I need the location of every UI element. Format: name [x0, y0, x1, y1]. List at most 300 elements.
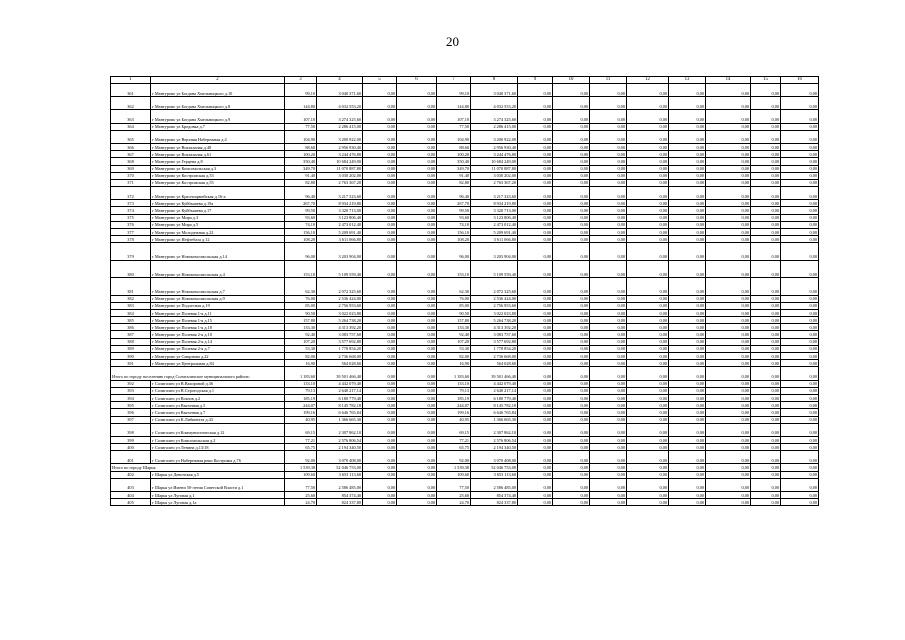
value-cell: 0,00 [627, 295, 669, 302]
value-cell: 0,00 [669, 499, 706, 506]
value-cell: 133,30 [285, 324, 317, 331]
value-cell: 0,00 [781, 444, 819, 451]
table-row [111, 165, 819, 172]
value-cell: 0,00 [781, 353, 819, 360]
address-cell: г Мантурово ул Костромская д.55 [151, 179, 285, 186]
value-cell: 0,00 [781, 110, 819, 123]
value-cell: 0,00 [363, 97, 397, 110]
value-cell: 16,90 [437, 360, 471, 367]
value-cell: 0,00 [363, 207, 397, 214]
table-row [111, 338, 819, 345]
value-cell: 0,00 [518, 187, 553, 200]
value-cell: 0,00 [781, 165, 819, 172]
table-row [111, 416, 819, 423]
value-cell: 92,00 [437, 451, 471, 464]
value-cell: 0,00 [518, 130, 553, 143]
value-cell: 0,00 [751, 331, 781, 338]
value-cell: 2 473 012,40 [317, 221, 363, 228]
value-cell: 0,00 [751, 309, 781, 316]
table-row [111, 471, 819, 478]
value-cell: 0,00 [553, 229, 590, 236]
value-cell: 0,00 [751, 200, 781, 207]
value-cell: 0,00 [706, 478, 751, 491]
value-cell: 0,00 [706, 409, 751, 416]
address-cell: г Мантурово ул Новокомсомольская д.14 [151, 243, 285, 260]
value-cell: 0,00 [751, 278, 781, 295]
value-cell: 0,00 [363, 423, 397, 436]
table-row [111, 143, 819, 150]
value-cell: 133,30 [437, 324, 471, 331]
value-cell: 854 374,40 [317, 492, 363, 499]
value-cell: 5 209 691,40 [317, 229, 363, 236]
value-cell: 0,00 [751, 260, 781, 277]
value-cell: 0,00 [706, 338, 751, 345]
address-cell: г Мантурово ул Вокзальная д.48 [151, 143, 285, 150]
value-cell: 0,00 [706, 143, 751, 150]
value-cell: 0,00 [751, 416, 781, 423]
value-cell: 133,10 [437, 380, 471, 387]
value-cell: 0,00 [363, 324, 397, 331]
value-cell: 2 586 485,00 [317, 478, 363, 491]
value-cell: 0,00 [627, 278, 669, 295]
row-number: 390 [111, 353, 151, 360]
value-cell: 0,00 [363, 478, 397, 491]
value-cell: 0,00 [781, 278, 819, 295]
value-cell: 4 313 392,20 [471, 324, 518, 331]
value-cell: 0,00 [363, 229, 397, 236]
value-cell: 3 611 066,80 [317, 236, 363, 243]
table-row [111, 278, 819, 295]
value-cell: 8 145 782,18 [471, 402, 518, 409]
value-cell: 0,00 [363, 302, 397, 309]
row-number: 374 [111, 207, 151, 214]
value-cell: 0,00 [627, 331, 669, 338]
value-cell: 0,00 [518, 444, 553, 451]
value-cell: 0,00 [751, 165, 781, 172]
value-cell: 0,00 [553, 84, 590, 97]
value-cell: 0,00 [669, 187, 706, 200]
value-cell: 0,00 [627, 416, 669, 423]
table-row [111, 409, 819, 416]
value-cell: 0,00 [781, 260, 819, 277]
value-cell: 109,60 [285, 471, 317, 478]
value-cell: 244,07 [285, 402, 317, 409]
row-number: 403 [111, 478, 151, 491]
value-cell: 39 501 466,40 [471, 367, 518, 380]
value-cell: 0,00 [669, 172, 706, 179]
value-cell: 0,00 [781, 179, 819, 186]
column-header: 13 [669, 77, 706, 84]
value-cell: 3 653 113,60 [471, 471, 518, 478]
value-cell: 0,00 [363, 214, 397, 221]
value-cell: 0,00 [397, 200, 437, 207]
row-number: 372 [111, 187, 151, 200]
row-number: 386 [111, 324, 151, 331]
value-cell: 0,00 [627, 187, 669, 200]
address-cell: г Мантурово ул Полевая 2-я д.10 [151, 331, 285, 338]
value-cell: 0,00 [781, 402, 819, 409]
value-cell: 0,00 [751, 172, 781, 179]
value-cell: 0,00 [553, 151, 590, 158]
value-cell: 82,00 [285, 353, 317, 360]
value-cell: 0,00 [781, 214, 819, 221]
value-cell: 0,00 [627, 464, 669, 471]
value-cell: 0,00 [518, 416, 553, 423]
value-cell: 0,00 [518, 409, 553, 416]
value-cell: 107,10 [285, 110, 317, 123]
value-cell: 0,00 [590, 492, 627, 499]
value-cell: 93,60 [285, 214, 317, 221]
row-number: 384 [111, 309, 151, 316]
value-cell: 0,00 [397, 353, 437, 360]
value-cell: 1 539,38 [285, 464, 317, 471]
value-cell: 0,00 [627, 353, 669, 360]
value-cell: 0,00 [590, 451, 627, 464]
value-cell: 0,00 [751, 187, 781, 200]
value-cell: 0,00 [751, 84, 781, 97]
value-cell: 77,50 [285, 123, 317, 130]
table-total-row [111, 464, 819, 471]
value-cell: 0,00 [553, 302, 590, 309]
row-number: 398 [111, 423, 151, 436]
value-cell: 0,00 [669, 471, 706, 478]
value-cell: 2 576 806,54 [317, 436, 363, 443]
value-cell: 2 640 217,14 [317, 387, 363, 394]
value-cell: 0,00 [627, 402, 669, 409]
address-cell: г Шарья ул Имени 50-летия Советской Власти д.1 [151, 478, 285, 491]
value-cell: 0,00 [706, 123, 751, 130]
value-cell: 0,00 [590, 243, 627, 260]
value-cell: 0,00 [751, 353, 781, 360]
value-cell: 2 756 953,60 [317, 302, 363, 309]
value-cell: 0,00 [363, 499, 397, 506]
value-cell: 82,80 [437, 179, 471, 186]
value-cell: 0,00 [590, 464, 627, 471]
value-cell: 0,00 [627, 110, 669, 123]
value-cell: 0,00 [590, 423, 627, 436]
value-cell: 0,00 [751, 471, 781, 478]
value-cell: 0,00 [751, 345, 781, 352]
value-cell: 153,10 [437, 260, 471, 277]
value-cell: 65,75 [437, 444, 471, 451]
value-cell: 0,00 [706, 214, 751, 221]
value-cell: 11 070 887,80 [471, 165, 518, 172]
value-cell: 0,00 [627, 123, 669, 130]
value-cell: 0,00 [781, 236, 819, 243]
value-cell: 2 536 424,00 [317, 295, 363, 302]
value-cell: 96,00 [285, 243, 317, 260]
row-number: 367 [111, 151, 151, 158]
value-cell: 156,10 [285, 229, 317, 236]
value-cell: 90,50 [437, 309, 471, 316]
value-cell: 3 203 904,00 [317, 243, 363, 260]
value-cell: 0,00 [590, 324, 627, 331]
value-cell: 0,00 [590, 436, 627, 443]
value-cell: 0,00 [751, 158, 781, 165]
value-cell: 52 046 753,00 [317, 464, 363, 471]
value-cell: 16,90 [285, 360, 317, 367]
value-cell: 74,10 [285, 221, 317, 228]
value-cell: 0,00 [706, 492, 751, 499]
value-cell: 0,00 [706, 221, 751, 228]
value-cell: 0,00 [553, 416, 590, 423]
value-cell: 0,00 [397, 221, 437, 228]
value-cell: 0,00 [590, 179, 627, 186]
value-cell: 244,07 [437, 402, 471, 409]
value-cell: 0,00 [781, 436, 819, 443]
value-cell: 6 180 779,40 [317, 394, 363, 401]
value-cell: 0,00 [518, 309, 553, 316]
address-cell: г Мантурово ул Комсомольская д.3 [151, 165, 285, 172]
value-cell: 0,00 [706, 353, 751, 360]
row-number: 399 [111, 436, 151, 443]
value-cell: 157,80 [437, 317, 471, 324]
table-row [111, 84, 819, 97]
table-row [111, 207, 819, 214]
value-cell: 0,00 [627, 172, 669, 179]
address-cell: г Солигалич ул К.Либкнехта д.43 [151, 416, 285, 423]
value-cell: 0,00 [590, 471, 627, 478]
value-cell: 0,00 [751, 130, 781, 143]
value-cell: 0,00 [590, 200, 627, 207]
value-cell: 0,00 [751, 387, 781, 394]
table-row [111, 110, 819, 123]
row-number: 402 [111, 471, 151, 478]
value-cell: 0,00 [363, 444, 397, 451]
value-cell: 0,00 [518, 499, 553, 506]
value-cell: 0,00 [397, 492, 437, 499]
value-cell: 0,00 [751, 478, 781, 491]
value-cell: 99,50 [285, 207, 317, 214]
value-cell: 0,00 [397, 444, 437, 451]
value-cell: 0,00 [397, 423, 437, 436]
value-cell: 0,00 [518, 360, 553, 367]
value-cell: 52 046 753,00 [471, 464, 518, 471]
value-cell: 91,40 [285, 172, 317, 179]
table-row [111, 187, 819, 200]
value-cell: 0,00 [627, 236, 669, 243]
value-cell: 90,50 [285, 309, 317, 316]
value-cell: 0,00 [751, 499, 781, 506]
column-header: 16 [781, 77, 819, 84]
value-cell: 0,00 [553, 214, 590, 221]
value-cell: 0,00 [627, 423, 669, 436]
value-cell: 0,00 [397, 302, 437, 309]
value-cell: 0,00 [397, 394, 437, 401]
value-cell: 0,00 [669, 97, 706, 110]
value-cell: 0,00 [781, 207, 819, 214]
table-row [111, 97, 819, 110]
value-cell: 0,00 [706, 331, 751, 338]
value-cell: 0,00 [669, 423, 706, 436]
row-number: 366 [111, 143, 151, 150]
value-cell: 0,00 [669, 478, 706, 491]
value-cell: 3 200 922,00 [471, 130, 518, 143]
value-cell: 0,00 [363, 179, 397, 186]
value-cell: 0,00 [590, 151, 627, 158]
value-cell: 0,00 [363, 353, 397, 360]
value-cell: 0,00 [781, 172, 819, 179]
row-number: 385 [111, 317, 151, 324]
value-cell: 0,00 [363, 200, 397, 207]
value-cell: 0,00 [627, 324, 669, 331]
value-cell: 3 040 371,60 [317, 84, 363, 97]
table-row [111, 158, 819, 165]
value-cell: 564 028,60 [471, 360, 518, 367]
value-cell: 0,00 [518, 278, 553, 295]
row-number: 393 [111, 387, 151, 394]
value-cell: 0,00 [518, 464, 553, 471]
value-cell: 0,00 [590, 302, 627, 309]
row-number: 394 [111, 394, 151, 401]
value-cell: 0,00 [553, 260, 590, 277]
value-cell: 10 684 249,00 [471, 158, 518, 165]
table-row [111, 423, 819, 436]
value-cell: 0,00 [627, 179, 669, 186]
value-cell: 0,00 [669, 409, 706, 416]
address-cell: г Солигалич ул Выгонная д.5 [151, 402, 285, 409]
value-cell: 11 070 887,80 [317, 165, 363, 172]
value-cell: 0,00 [706, 387, 751, 394]
value-cell: 107,10 [437, 110, 471, 123]
value-cell: 0,00 [590, 143, 627, 150]
value-cell: 0,00 [751, 402, 781, 409]
value-cell: 0,00 [590, 360, 627, 367]
value-cell: 0,00 [553, 338, 590, 345]
value-cell: 0,00 [751, 143, 781, 150]
value-cell: 0,00 [553, 165, 590, 172]
value-cell: 3 577 692,80 [471, 338, 518, 345]
value-cell: 5 109 559,40 [471, 260, 518, 277]
value-cell: 0,00 [363, 151, 397, 158]
value-cell: 0,00 [627, 229, 669, 236]
value-cell: 0,00 [363, 331, 397, 338]
value-cell: 0,00 [751, 360, 781, 367]
value-cell: 77,21 [285, 436, 317, 443]
value-cell: 0,00 [781, 451, 819, 464]
value-cell: 0,00 [781, 324, 819, 331]
row-number: 388 [111, 338, 151, 345]
value-cell: 79,13 [437, 387, 471, 394]
value-cell: 0,00 [706, 464, 751, 471]
value-cell: 0,00 [518, 423, 553, 436]
value-cell: 3 022 023,80 [471, 309, 518, 316]
value-cell: 2 956 930,40 [471, 143, 518, 150]
value-cell: 99,10 [437, 84, 471, 97]
value-cell: 0,00 [669, 360, 706, 367]
value-cell: 0,00 [781, 409, 819, 416]
value-cell: 0,00 [553, 331, 590, 338]
table-row [111, 200, 819, 207]
value-cell: 0,00 [627, 471, 669, 478]
value-cell: 69,15 [437, 423, 471, 436]
value-cell: 0,00 [781, 302, 819, 309]
value-cell: 0,00 [627, 84, 669, 97]
value-cell: 0,00 [363, 236, 397, 243]
address-cell: г Мантурово ул Нефтебаза д.12 [151, 236, 285, 243]
value-cell: 24,70 [437, 499, 471, 506]
value-cell: 0,00 [553, 236, 590, 243]
value-cell: 74,10 [437, 221, 471, 228]
value-cell: 1 366 665,30 [471, 416, 518, 423]
value-cell: 3 653 113,60 [317, 471, 363, 478]
address-cell: г Солигалич ул В.Серогодская д.1 [151, 387, 285, 394]
value-cell: 3 030 202,00 [317, 172, 363, 179]
value-cell: 62,30 [285, 278, 317, 295]
column-header: 2 [151, 77, 285, 84]
value-cell: 2 756 953,60 [471, 302, 518, 309]
value-cell: 0,00 [397, 367, 437, 380]
value-cell: 0,00 [553, 110, 590, 123]
address-cell: г Мантурово ул Полевая 1-я д.11 [151, 309, 285, 316]
address-cell: г Солигалич ул Комсомольская д.2 [151, 436, 285, 443]
value-cell: 0,00 [397, 317, 437, 324]
value-cell: 0,00 [751, 229, 781, 236]
value-cell: 0,00 [627, 302, 669, 309]
value-cell: 0,00 [669, 416, 706, 423]
table-row [111, 345, 819, 352]
value-cell: 0,00 [553, 451, 590, 464]
row-number: 381 [111, 278, 151, 295]
value-cell: 77,50 [437, 478, 471, 491]
value-cell: 824 337,80 [471, 499, 518, 506]
value-cell: 0,00 [363, 295, 397, 302]
value-cell: 0,00 [627, 345, 669, 352]
value-cell: 0,00 [363, 387, 397, 394]
value-cell: 0,00 [706, 260, 751, 277]
value-cell: 4 313 392,20 [317, 324, 363, 331]
value-cell: 0,00 [627, 130, 669, 143]
value-cell: 0,00 [397, 172, 437, 179]
value-cell: 0,00 [518, 345, 553, 352]
value-cell: 0,00 [781, 187, 819, 200]
value-cell: 0,00 [553, 402, 590, 409]
value-cell: 0,00 [518, 353, 553, 360]
value-cell: 0,00 [397, 165, 437, 172]
row-number: 404 [111, 492, 151, 499]
value-cell: 0,00 [669, 338, 706, 345]
value-cell: 0,00 [627, 317, 669, 324]
value-cell: 0,00 [590, 387, 627, 394]
value-cell: 5 209 691,40 [471, 229, 518, 236]
value-cell: 0,00 [363, 416, 397, 423]
value-cell: 0,00 [553, 409, 590, 416]
value-cell: 76,00 [285, 295, 317, 302]
table-row [111, 499, 819, 506]
value-cell: 0,00 [553, 187, 590, 200]
table-row [111, 214, 819, 221]
value-cell: 0,00 [553, 123, 590, 130]
value-cell: 0,00 [669, 214, 706, 221]
address-cell: г Мантурово ул Куйбышева д.19а [151, 200, 285, 207]
value-cell: 0,00 [553, 360, 590, 367]
table-row [111, 309, 819, 316]
value-cell: 2 307 862,10 [317, 423, 363, 436]
value-cell: 0,00 [553, 436, 590, 443]
value-cell: 0,00 [397, 179, 437, 186]
column-header: 14 [706, 77, 751, 84]
value-cell: 0,00 [706, 151, 751, 158]
value-cell: 0,00 [751, 367, 781, 380]
address-cell: г Мантурово ул Смирнова д.22 [151, 353, 285, 360]
value-cell: 0,00 [363, 338, 397, 345]
value-cell: 0,00 [397, 84, 437, 97]
value-cell: 0,00 [518, 158, 553, 165]
value-cell: 0,00 [363, 221, 397, 228]
value-cell: 2 763 367,20 [317, 179, 363, 186]
value-cell: 0,00 [781, 423, 819, 436]
value-cell: 2 194 340,50 [317, 444, 363, 451]
